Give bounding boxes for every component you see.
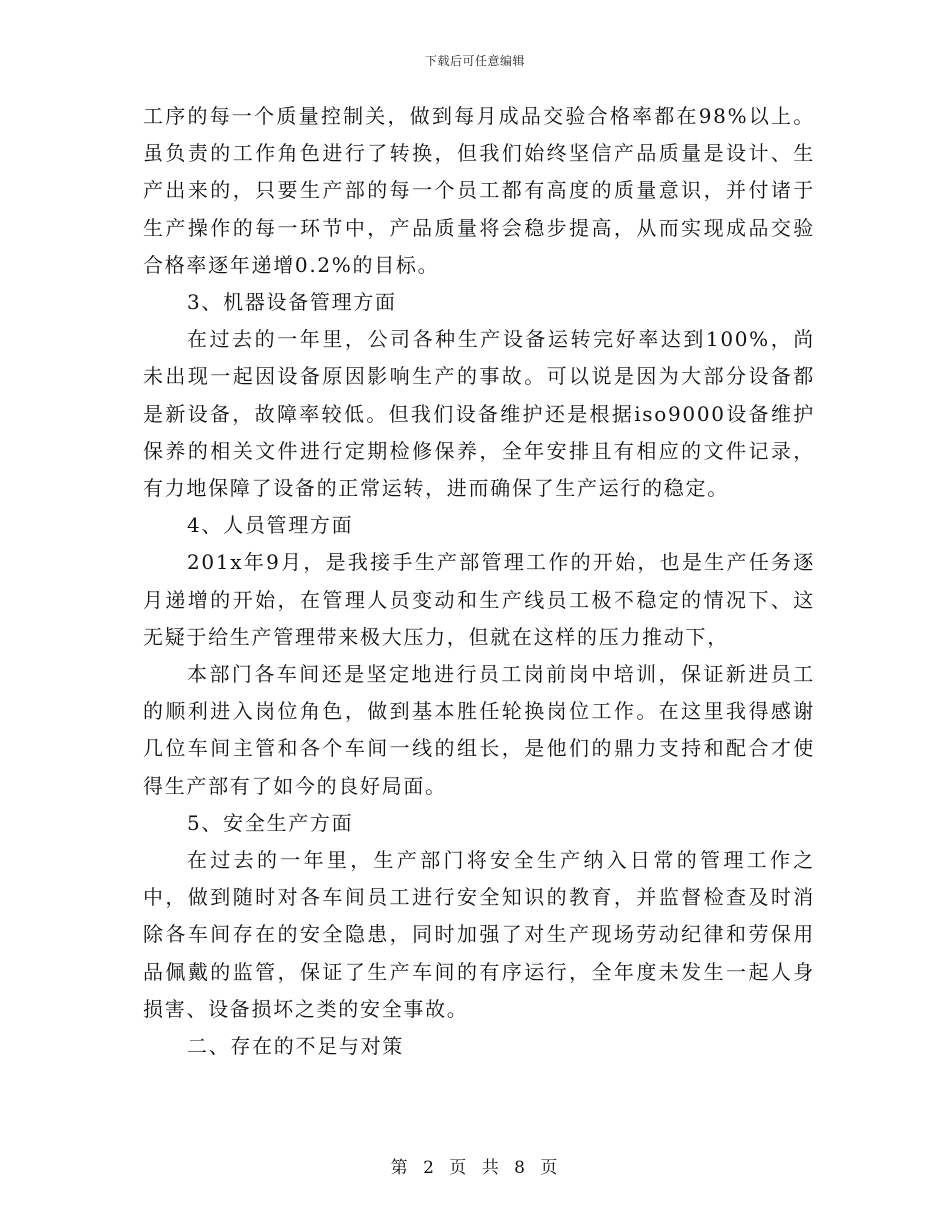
heading-equipment-management: 3、机器设备管理方面: [187, 290, 397, 315]
heading-safety-production: 5、安全生产方面: [187, 810, 354, 835]
footer-prefix: 第: [390, 1158, 410, 1178]
footer-page-unit: 页: [449, 1158, 469, 1178]
footer-total-pages: 8: [514, 1158, 527, 1178]
paragraph-training: 本部门各车间还是坚定地进行员工岗前岗中培训，保证新进员工的顺利进入岗位角色，做到基本胜任轮换岗位工作。在这里我得感谢几位车间主管和各个车间一线的组长，是他们的鼎力支持和配合才使得生产部有了如今的良好局面。: [143, 662, 815, 798]
heading-shortcomings: 二、存在的不足与对策: [187, 1034, 404, 1059]
footer-total-word: 共: [481, 1158, 501, 1178]
page-footer: [0, 1153, 950, 1178]
heading-personnel-management: 4、人员管理方面: [187, 513, 354, 538]
paragraph-personnel: 201x年9月，是我接手生产部管理工作的开始，也是生产任务逐月递增的开始，在管理人员变动和生产线员工极不稳定的情况下、这无疑于给生产管理带来极大压力，但就在这样的压力推动下，: [143, 550, 815, 649]
footer-current-page: 2: [423, 1158, 436, 1178]
paragraph-equipment: 在过去的一年里，公司各种生产设备运转完好率达到100%，尚未出现一起因设备原因影响生产的事故。可以说是因为大部分设备都是新设备，故障率较低。但我们设备维护还是根据iso9000设备维护保养的相关文件进行定期检修保养，全年安排且有相应的文件记录，有力地保障了设备的正常运转，进而确保了生产运行的稳定。: [143, 327, 815, 501]
document-body: [143, 98, 815, 1065]
footer-suffix: 页: [540, 1158, 560, 1178]
paragraph-quality-continued: 工序的每一个质量控制关，做到每月成品交验合格率都在98%以上。虽负责的工作角色进行了转换，但我们始终坚信产品质量是设计、生产出来的，只要生产部的每一个员工都有高度的质量意识，并付诸于生产操作的每一环节中，产品质量将会稳步提高，从而实现成品交验合格率逐年递增0.2%的目标。: [143, 104, 815, 277]
page-header-note: 下载后可任意编辑: [424, 54, 525, 68]
paragraph-safety: 在过去的一年里，生产部门将安全生产纳入日常的管理工作之中，做到随时对各车间员工进行安全知识的教育，并监督检查及时消除各车间存在的安全隐患，同时加强了对生产现场劳动纪律和劳保用品佩戴的监管，保证了生产车间的有序运行，全年度未发生一起人身损害、设备损坏之类的安全事故。: [143, 848, 815, 1021]
